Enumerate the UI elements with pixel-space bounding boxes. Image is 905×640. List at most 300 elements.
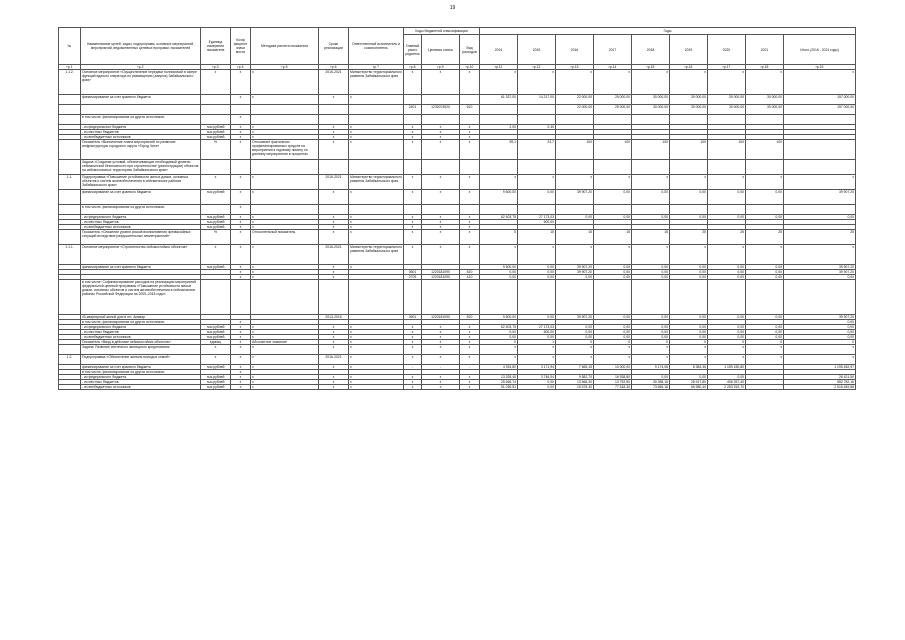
table-cell: х bbox=[518, 245, 556, 265]
table-cell: 0,00 bbox=[556, 275, 594, 280]
table-cell bbox=[59, 190, 81, 205]
table-cell: х bbox=[319, 380, 349, 385]
column-number: гр.12 bbox=[518, 65, 556, 70]
table-cell: х bbox=[319, 325, 349, 330]
table-cell: х bbox=[518, 70, 556, 95]
table-cell: х bbox=[231, 215, 251, 220]
table-cell: х bbox=[231, 125, 251, 130]
table-cell: в том числе, финансирование из других источников: bbox=[81, 370, 201, 375]
table-cell: х bbox=[231, 340, 251, 345]
table-cell bbox=[746, 115, 784, 125]
table-cell: 0,00 bbox=[746, 190, 784, 205]
table-cell: х bbox=[231, 380, 251, 385]
table-cell: 610 bbox=[460, 105, 480, 115]
table-cell: 13 566,30 bbox=[556, 380, 594, 385]
table-cell: х bbox=[349, 355, 404, 365]
table-cell bbox=[422, 205, 460, 215]
table-cell: 0,00 bbox=[594, 275, 632, 280]
table-cell: финансирование за счет краевого бюджета bbox=[81, 95, 201, 105]
table-cell bbox=[632, 280, 670, 315]
table-cell: 0,00 bbox=[632, 270, 670, 275]
table-cell bbox=[632, 115, 670, 125]
table-cell bbox=[349, 280, 404, 315]
table-cell: 13 328,45 bbox=[480, 375, 518, 380]
table-cell: 2401 bbox=[404, 105, 422, 115]
table-cell: тыс.рублей bbox=[201, 265, 231, 270]
table-cell: 2 283 919,70 bbox=[708, 385, 746, 390]
table-cell bbox=[201, 205, 231, 215]
table-cell: 0,00 bbox=[594, 315, 632, 320]
table-cell: 100 bbox=[746, 140, 784, 160]
table-cell: 77 518,30 bbox=[594, 385, 632, 390]
table-cell: х bbox=[231, 70, 251, 95]
table-cell: 0,00 bbox=[594, 270, 632, 275]
table-cell bbox=[708, 115, 746, 125]
table-cell: 0,30 bbox=[518, 125, 556, 130]
table-cell: 496 257,40 bbox=[708, 380, 746, 385]
table-cell: х bbox=[251, 335, 319, 340]
table-cell: 0,00 bbox=[556, 325, 594, 330]
table-cell bbox=[708, 205, 746, 215]
table-cell: х bbox=[404, 140, 422, 160]
table-cell: х bbox=[422, 225, 460, 230]
table-cell: 0 bbox=[594, 340, 632, 345]
header-budget-codes: Коды бюджетной классификации bbox=[404, 28, 480, 35]
table-cell: х bbox=[404, 175, 422, 190]
table-cell: 0,00 bbox=[670, 275, 708, 280]
table-cell bbox=[404, 280, 422, 315]
table-cell bbox=[404, 160, 422, 175]
table-cell: Задача «Создание условий, обеспечивающих необходимый уровень сейсмической безопасности при строительстве (реконструкции) объектов на сейсмоопасных территориях Забайкальского края» bbox=[81, 160, 201, 175]
table-cell: 0,00 bbox=[670, 335, 708, 340]
table-cell: х bbox=[404, 135, 422, 140]
table-cell: тыс.рублей bbox=[201, 215, 231, 220]
table-cell: х bbox=[784, 245, 856, 265]
table-cell: х bbox=[251, 365, 319, 370]
table-cell bbox=[231, 160, 251, 175]
table-cell: 0,00 bbox=[632, 325, 670, 330]
table-cell: 2016-2021 bbox=[319, 245, 349, 265]
table-cell: х bbox=[518, 345, 556, 355]
table-cell: х bbox=[404, 325, 422, 330]
table-cell: - bbox=[422, 365, 460, 370]
table-cell: Подпрограмма «Повышение устойчивости жилых домов, основных объектов и систем жизнеобеспечения в сейсмических районах Забайкальского края» bbox=[81, 175, 201, 190]
table-cell: х bbox=[231, 275, 251, 280]
table-cell: 0,00 bbox=[518, 315, 556, 320]
table-cell: 62 403,75 bbox=[480, 325, 518, 330]
table-cell: х bbox=[231, 220, 251, 225]
table-cell: х bbox=[319, 335, 349, 340]
table-cell: тыс.рублей bbox=[201, 330, 231, 335]
table-cell bbox=[404, 95, 422, 105]
table-cell: х bbox=[480, 70, 518, 95]
table-cell bbox=[594, 280, 632, 315]
table-cell bbox=[59, 345, 81, 355]
table-cell: х bbox=[231, 270, 251, 275]
table-cell: 1.1. bbox=[59, 175, 81, 190]
table-cell: 10 000,00 bbox=[594, 365, 632, 370]
table-cell bbox=[59, 95, 81, 105]
table-cell: х bbox=[708, 355, 746, 365]
table-cell: х bbox=[404, 340, 422, 345]
table-cell: х bbox=[670, 70, 708, 95]
table-cell: х bbox=[319, 330, 349, 335]
table-cell: х bbox=[251, 135, 319, 140]
table-cell bbox=[251, 115, 319, 125]
table-cell: 9 882,70 bbox=[556, 375, 594, 380]
table-cell: х bbox=[460, 125, 480, 130]
table-cell: х bbox=[480, 175, 518, 190]
table-row bbox=[59, 345, 856, 355]
table-cell: х bbox=[231, 335, 251, 340]
table-cell: 0,00 bbox=[480, 275, 518, 280]
table-cell: 4 915,80 bbox=[480, 365, 518, 370]
table-cell: х bbox=[422, 355, 460, 365]
table-cell: 0,00 bbox=[670, 330, 708, 335]
table-cell bbox=[59, 230, 81, 245]
table-cell: х bbox=[632, 70, 670, 95]
table-cell: х bbox=[251, 245, 319, 265]
table-cell: - из местных бюджетов bbox=[81, 380, 201, 385]
table-cell: 1.1.2. bbox=[59, 70, 81, 95]
table-cell bbox=[59, 205, 81, 215]
table-cell: х bbox=[319, 220, 349, 225]
table-cell bbox=[594, 205, 632, 215]
table-cell: 0,00 bbox=[670, 215, 708, 220]
table-cell bbox=[556, 115, 594, 125]
table-cell: 0,00 bbox=[746, 265, 784, 270]
table-cell bbox=[784, 160, 856, 175]
header-term: Сроки реализации bbox=[319, 28, 349, 65]
table-cell: 25 bbox=[708, 230, 746, 245]
table-cell: х bbox=[556, 245, 594, 265]
table-cell: Абсолютное значение bbox=[251, 340, 319, 345]
table-cell: х bbox=[251, 270, 319, 275]
table-row bbox=[59, 230, 856, 245]
table-cell: х bbox=[349, 220, 404, 225]
table-cell: х bbox=[632, 355, 670, 365]
table-cell: финансирование за счет краевого бюджета bbox=[81, 190, 201, 205]
table-cell: х bbox=[201, 175, 231, 190]
table-cell: тыс.рублей bbox=[201, 365, 231, 370]
table-cell bbox=[251, 105, 319, 115]
table-cell: х bbox=[708, 245, 746, 265]
table-cell: 30 000,00 bbox=[708, 95, 746, 105]
table-cell: 0,00 bbox=[594, 190, 632, 205]
table-cell: х bbox=[251, 355, 319, 365]
table-cell: 0,00 bbox=[708, 325, 746, 330]
table-cell: х bbox=[708, 345, 746, 355]
table-cell: 1 195 452,97 bbox=[784, 365, 856, 370]
table-cell: х bbox=[319, 95, 349, 105]
table-cell: х bbox=[319, 365, 349, 370]
table-cell: х bbox=[404, 230, 422, 245]
table-cell: х bbox=[422, 245, 460, 265]
table-cell: 2016-2021 bbox=[319, 175, 349, 190]
table-cell: х bbox=[460, 335, 480, 340]
table-cell: х bbox=[422, 325, 460, 330]
table-row bbox=[59, 385, 856, 390]
table-cell: х bbox=[594, 175, 632, 190]
table-cell bbox=[201, 95, 231, 105]
table-cell: х bbox=[404, 245, 422, 265]
table-cell bbox=[518, 205, 556, 215]
table-cell: Показатель «Ввод в действие сейсмостойких объектов» bbox=[81, 340, 201, 345]
table-cell bbox=[319, 205, 349, 215]
header-method: Методика расчета показателя bbox=[251, 28, 319, 65]
table-cell: 95,1 bbox=[480, 140, 518, 160]
table-cell bbox=[632, 160, 670, 175]
table-cell: - из федерального бюджета bbox=[81, 215, 201, 220]
table-cell: х bbox=[201, 70, 231, 95]
table-cell: 30 288,16 bbox=[632, 380, 670, 385]
header-year: 2014 bbox=[480, 35, 518, 65]
table-cell: х bbox=[422, 335, 460, 340]
table-cell: финансирование за счет краевого бюджета bbox=[81, 265, 201, 270]
table-cell: 2013-2016 bbox=[319, 315, 349, 320]
table-cell bbox=[708, 160, 746, 175]
table-cell: х bbox=[460, 70, 480, 95]
table-cell: х bbox=[349, 95, 404, 105]
table-cell bbox=[201, 115, 231, 125]
table-cell: Задача: Развитие ипотечного жилищного кредитования bbox=[81, 345, 201, 355]
table-cell: х bbox=[349, 215, 404, 220]
header-years: Годы bbox=[480, 28, 856, 35]
table-cell: тыс.рублей bbox=[201, 385, 231, 390]
table-cell: 27 173,03 bbox=[518, 325, 556, 330]
table-cell bbox=[59, 115, 81, 125]
header-year: 2018 bbox=[632, 35, 670, 65]
table-cell: 0,00 bbox=[632, 335, 670, 340]
table-cell bbox=[784, 115, 856, 125]
header-year: 2016 bbox=[556, 35, 594, 65]
table-cell bbox=[404, 205, 422, 215]
table-cell: х bbox=[201, 245, 231, 265]
table-cell bbox=[746, 205, 784, 215]
table-row bbox=[59, 245, 856, 265]
table-cell: 0,00 bbox=[632, 215, 670, 220]
table-cell: 410 bbox=[460, 275, 480, 280]
table-row bbox=[59, 175, 856, 190]
table-cell: 0 bbox=[746, 340, 784, 345]
table-cell: х bbox=[708, 175, 746, 190]
table-cell: - из местных бюджетов bbox=[81, 220, 201, 225]
table-cell: 0,00 bbox=[632, 330, 670, 335]
table-row bbox=[59, 115, 856, 125]
table-cell: 0,00 bbox=[632, 275, 670, 280]
table-cell: - bbox=[404, 365, 422, 370]
table-cell bbox=[422, 160, 460, 175]
table-cell: 100 bbox=[632, 140, 670, 160]
table-cell: 14 217,00 bbox=[518, 95, 556, 105]
column-number: гр.10 bbox=[460, 65, 480, 70]
table-cell: х bbox=[670, 245, 708, 265]
table-cell: х bbox=[404, 215, 422, 220]
table-cell: % bbox=[201, 140, 231, 160]
table-cell bbox=[59, 385, 81, 390]
column-number: гр.3 bbox=[201, 65, 231, 70]
table-cell bbox=[518, 115, 556, 125]
table-cell: х bbox=[231, 365, 251, 370]
table-cell: 0,00 bbox=[746, 325, 784, 330]
table-cell: тыс.рублей bbox=[201, 190, 231, 205]
table-cell: 0,00 bbox=[632, 265, 670, 270]
table-cell: х bbox=[349, 375, 404, 380]
table-cell: х bbox=[480, 345, 518, 355]
table-cell: х bbox=[404, 70, 422, 95]
table-cell: 30 000,00 bbox=[708, 105, 746, 115]
table-cell bbox=[594, 160, 632, 175]
table-cell: 1 159 150,80 bbox=[708, 365, 746, 370]
table-cell bbox=[480, 205, 518, 215]
table-cell: 0,00 bbox=[784, 275, 856, 280]
table-cell: 39 907,20 bbox=[556, 190, 594, 205]
column-number: гр.4 bbox=[231, 65, 251, 70]
table-cell bbox=[594, 115, 632, 125]
table-cell: 0,00 bbox=[670, 190, 708, 205]
column-number: гр.8 bbox=[404, 65, 422, 70]
table-cell: 16 538,80 bbox=[594, 375, 632, 380]
table-row bbox=[59, 355, 856, 365]
table-cell: х bbox=[251, 220, 319, 225]
table-cell: х bbox=[746, 355, 784, 365]
table-cell: х bbox=[251, 345, 319, 355]
table-cell bbox=[231, 280, 251, 315]
table-cell: х bbox=[349, 380, 404, 385]
table-cell: 0,00 bbox=[746, 270, 784, 275]
table-row bbox=[59, 95, 856, 105]
table-cell: 0,00 bbox=[784, 330, 856, 335]
table-cell: х bbox=[422, 375, 460, 380]
header-year: 2021 bbox=[746, 35, 784, 65]
table-cell: х bbox=[319, 340, 349, 345]
header-chief-manager: Главный распо рядитель bbox=[404, 35, 422, 65]
table-cell: х bbox=[231, 175, 251, 190]
table-cell: х bbox=[319, 225, 349, 230]
table-cell: х bbox=[251, 380, 319, 385]
table-cell: 582 782,16 bbox=[784, 380, 856, 385]
table-cell bbox=[460, 280, 480, 315]
header-year: 2019 bbox=[670, 35, 708, 65]
table-cell: х bbox=[556, 175, 594, 190]
table-cell: х bbox=[784, 345, 856, 355]
header-year: 2017 bbox=[594, 35, 632, 65]
table-cell: 22 000,00 bbox=[556, 105, 594, 115]
table-cell: х bbox=[231, 345, 251, 355]
table-cell: 0,00 bbox=[746, 275, 784, 280]
table-cell: 1.1.1. bbox=[59, 245, 81, 265]
table-cell: 1230074920 bbox=[422, 105, 460, 115]
table-cell: 0,00 bbox=[556, 335, 594, 340]
table-cell: 30 000,00 bbox=[632, 105, 670, 115]
table-cell: х bbox=[201, 355, 231, 365]
table-cell: 62 403,75 bbox=[480, 215, 518, 220]
table-cell: х bbox=[556, 345, 594, 355]
table-cell: х bbox=[422, 190, 460, 205]
table-cell: х bbox=[349, 125, 404, 130]
table-cell: 1220181090 bbox=[422, 270, 460, 275]
table-cell: 23,7 bbox=[518, 140, 556, 160]
table-cell: х bbox=[422, 340, 460, 345]
table-cell: х bbox=[349, 230, 404, 245]
table-cell: - из внебюджетных источников bbox=[81, 385, 201, 390]
table-cell: 30 000,00 bbox=[746, 105, 784, 115]
table-cell: х bbox=[319, 140, 349, 160]
column-number: гр.19 bbox=[784, 65, 856, 70]
header-year: 2015 bbox=[518, 35, 556, 65]
table-cell bbox=[784, 205, 856, 215]
table-cell: 30 000,00 bbox=[632, 95, 670, 105]
table-cell: 520 bbox=[460, 315, 480, 320]
table-cell: 0,00 bbox=[708, 315, 746, 320]
table-cell: 5 bbox=[480, 230, 518, 245]
table-cell: х bbox=[784, 70, 856, 95]
table-cell: х bbox=[594, 245, 632, 265]
table-cell: 39 907,20 bbox=[556, 270, 594, 275]
table-cell: - из федерального бюджета bbox=[81, 375, 201, 380]
header-unit: Единица измерения показателя bbox=[201, 28, 231, 65]
table-cell bbox=[59, 160, 81, 175]
table-cell: х bbox=[594, 70, 632, 95]
table-cell: 0,00 bbox=[518, 265, 556, 270]
table-cell: х bbox=[231, 135, 251, 140]
table-cell: 2016-2021 bbox=[319, 70, 349, 95]
table-row bbox=[59, 105, 856, 115]
table-cell: 28 917,80 bbox=[670, 380, 708, 385]
header-total: Итого (2016 - 2021 годы) bbox=[784, 35, 856, 65]
table-cell: х bbox=[404, 345, 422, 355]
table-cell: 0,00 bbox=[784, 325, 856, 330]
table-cell: х bbox=[460, 130, 480, 135]
table-cell: 9 600,00 bbox=[480, 315, 518, 320]
table-cell: х bbox=[319, 215, 349, 220]
table-cell bbox=[201, 280, 231, 315]
table-cell: 0,00 bbox=[670, 265, 708, 270]
table-cell: х bbox=[422, 380, 460, 385]
table-cell: единиц bbox=[201, 340, 231, 345]
table-cell: х bbox=[480, 355, 518, 365]
table-cell: х bbox=[422, 125, 460, 130]
page-number: 19 bbox=[449, 5, 456, 11]
table-cell: 25 000,00 bbox=[594, 105, 632, 115]
table-cell bbox=[349, 205, 404, 215]
table-cell: 1 bbox=[518, 340, 556, 345]
table-cell: 9 600,00 bbox=[480, 190, 518, 205]
table-cell: х bbox=[201, 345, 231, 355]
table-cell: 30 000,00 bbox=[670, 95, 708, 105]
table-cell: х bbox=[319, 275, 349, 280]
table-cell: х bbox=[518, 175, 556, 190]
table-cell bbox=[59, 280, 81, 315]
table-cell: 73 656,18 bbox=[632, 385, 670, 390]
table-cell: х bbox=[319, 125, 349, 130]
table-cell bbox=[784, 140, 856, 160]
table-cell: 0 bbox=[708, 340, 746, 345]
table-cell bbox=[518, 280, 556, 315]
table-cell: 0,00 bbox=[518, 190, 556, 205]
table-cell: х bbox=[231, 225, 251, 230]
table-cell: 0,00 bbox=[518, 385, 556, 390]
table-cell: 0,00 bbox=[708, 335, 746, 340]
column-number: гр.14 bbox=[594, 65, 632, 70]
table-cell: х bbox=[460, 330, 480, 335]
table-row bbox=[59, 70, 856, 95]
table-cell: 2 516 649,88 bbox=[784, 385, 856, 390]
table-cell: х bbox=[319, 345, 349, 355]
table-cell: 0,00 bbox=[670, 270, 708, 275]
table-cell: 0,00 bbox=[480, 335, 518, 340]
table-cell: 0,00 bbox=[784, 215, 856, 220]
